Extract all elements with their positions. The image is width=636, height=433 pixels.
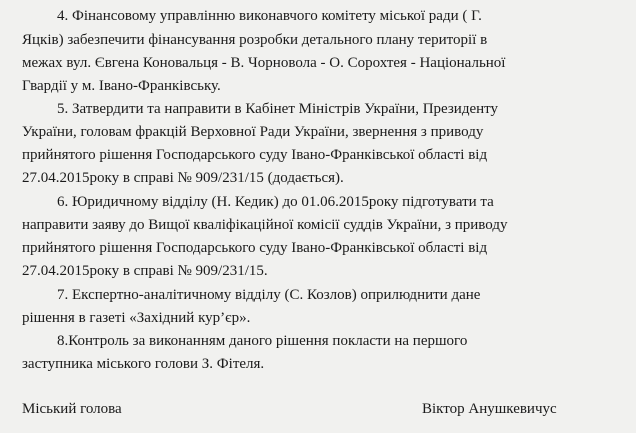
paragraph-8-line-1: 8.Контроль за виконанням даного рішення покласти на першого bbox=[57, 333, 468, 349]
paragraph-6-line-1: 6. Юридичному відділу (Н. Кедик) до 01.06.2015року підготувати та bbox=[57, 194, 494, 210]
paragraph-5-line-3: прийнятого рішення Господарського суду Івано-Франківської області від bbox=[22, 147, 488, 163]
paragraph-4-line-4: Гвардії у м. Івано-Франківську. bbox=[22, 78, 221, 94]
paragraph-5-line-4: 27.04.2015року в справі № 909/231/15 (додається). bbox=[22, 170, 344, 186]
paragraph-4-line-1: 4. Фінансовому управлінню виконавчого комітету міської ради ( Г. bbox=[57, 8, 482, 24]
signature-name: Віктор Анушкевичус bbox=[422, 401, 557, 417]
paragraph-6-line-2: направити заяву до Вищої кваліфікаційної комісії суддів України, з приводу bbox=[22, 217, 508, 233]
paragraph-6-line-3: прийнятого рішення Господарського суду Івано-Франківської області від bbox=[22, 240, 488, 256]
paragraph-7-line-1: 7. Експертно-аналітичному відділу (С. Козлов) оприлюднити дане bbox=[57, 287, 481, 303]
paragraph-5-line-1: 5. Затвердити та направити в Кабінет Міністрів України, Президенту bbox=[57, 101, 498, 117]
signature-position: Міський голова bbox=[22, 401, 122, 417]
paragraph-8-line-2: заступника міського голови З. Фітеля. bbox=[22, 356, 265, 372]
paragraph-6-line-4: 27.04.2015року в справі № 909/231/15. bbox=[22, 263, 268, 279]
paragraph-4-line-2: Яцків) забезпечити фінансування розробки детального плану території в bbox=[22, 32, 488, 48]
paragraph-4-line-3: межах вул. Євгена Коновальця - В. Чорновола - О. Сорохтея - Національної bbox=[22, 55, 506, 71]
paragraph-5-line-2: України, головам фракцій Верховної Ради України, звернення з приводу bbox=[22, 124, 484, 140]
paragraph-7-line-2: рішення в газеті «Західний кур’єр». bbox=[22, 310, 251, 326]
